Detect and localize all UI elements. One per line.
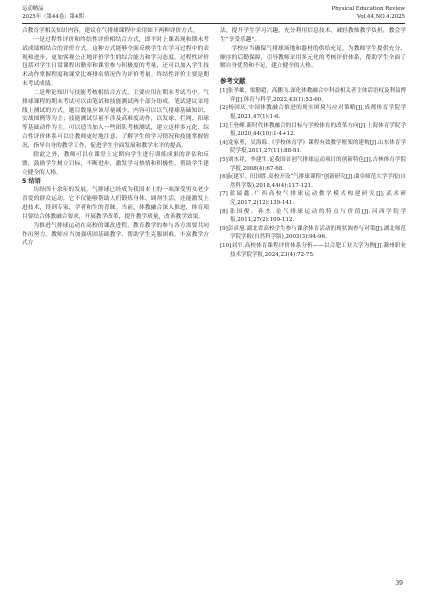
body-paragraph: 除此之外，教师可以在课堂上定期向学生进行训练成果的评估和反馈，鼓励学生树立目标，不断进步，激发学习热情和积极性，帮助学生建立健全的人格。: [22, 151, 209, 176]
reference-item: [8]张国俊，孙杰.论气排球运动的特点与价值[J].河西学院学报,2011,27(2):109-112.: [220, 208, 406, 224]
left-column: [22, 27, 209, 248]
reference-item: [1]张孝雄，梁勤超，高鹏飞.深化体教融合中科益相关者主体话语权及利益博弈[J].体育与科学,2022,43(1):53-60.: [220, 88, 406, 103]
body-paragraph: 学校应当确保气排球场地和器材的供给充足，为教师学生提供充分、顺序的后勤保障，引导教师采用多元化的考核评价体系，帮助学生全面了解自身优势和不足，建立健全的人格。: [220, 45, 406, 70]
header-right: [331, 6, 405, 21]
reference-item: [6]阮建军，田国胜.高校开设“气排球课程”创新研究[J].曲阜师范大学学报(自然科学版),2018,44(4):117-121.: [220, 174, 406, 189]
issue-info-cn: 2025年（第44卷）第4期: [22, 13, 84, 20]
reference-item: [5]刘水祥，李建生.论我国首创气排球运动项目的创新特色[J].吉林体育学院学报,2008(4):67-68.: [220, 156, 406, 172]
reference-list: [220, 87, 406, 259]
header-left: [22, 6, 84, 21]
body-paragraph: 合教育学相关知识内容，建议在气排球课程中采用如下两种评价方式。: [22, 28, 199, 34]
right-column: [220, 27, 406, 259]
body-paragraph: 法，提升学生学习兴趣，充分利用信息技术，减轻教师教学负担，教会学生“享受乐趣”。: [220, 28, 406, 43]
issue-info-en: Vol.44,NO.4.2025: [356, 13, 405, 20]
body-paragraph: 二是理论知识与技能考核相结合方式，主要应用在期末考试当中。气排球课程的期末考试可以由笔试和技能测试两个部分组成。笔试建议采用线上测试的方式，题目数量应该尽量减少，内容可以以气排球基础知识、实战图例等为主；技能测试尽量不涉及高难度动作，以发球、拦网、扣球等基础动作为主，可以适当加入一些团队考核测试，建立这样多元化、综合性评价体系可以让教师更好地注意，了解学生的学习情况和技能掌握情况，指导自身的教学工作，促进学生全面发展和教学水平的提高。: [22, 89, 209, 149]
section-heading: 5 结语: [22, 178, 41, 186]
reference-item: [10]刘平.高校体育课程评价体系分析——以合肥工业大学为例[J].滁州职业技术学院学报,2024,23(4):72-75.: [220, 242, 406, 258]
reference-item: [4]龙家勇，吴海海.《学校体育学》课程有效教学框架的建构[J].山东体育学院学报,2011,27(11):88-91.: [220, 139, 406, 155]
reference-item: [3]王登峰.新时代体教融合的目标与学校体育的改革方向[J].上海体育学院学报,2020,44(10):1-4+12.: [220, 122, 406, 138]
journal-title-en: Physical Education Review: [331, 6, 405, 12]
header-divider: [22, 23, 405, 24]
reference-item: [2]杨国庆.中国体教融合推进的现实困境与应对策略[J].成都体育学院学报,2021,47(1):1-6.: [220, 105, 406, 120]
body-paragraph: 一是过程性评价和终结性评价相结合方式，即平时上课表现和期末考试成绩相结合的评价方式。这种方式能够全面反映学生在学习过程中的表现和进步，更加客观公正地评价学生的综合能力和学习态度。过程性评价包括对学生日常课程出勤率和课堂参与积极度的考量，还可以加入学生技术动作掌握程度和课堂比赛排名情况作为评价考量。终结性评价主要是期末考试成绩。: [22, 36, 209, 88]
journal-title-cn: 运动精品: [22, 6, 44, 12]
reference-item: [9]彭彦旭.湖北省高校学生参与课余体育活动的现状调查与对策[J].湖北师范学院学报(自然科学版),2003(3):94-96.: [220, 225, 406, 241]
references-heading: 参考文献: [220, 77, 246, 86]
page-number: 39: [395, 580, 403, 587]
body-paragraph: 历经四十余年的发展，气排球已经成为我国本土的一项深受男女老少喜爱的群众运动。它不仅能够帮助人们锻炼身体、调剂生活，还能激发上进技术，得到专家、学者和生的青睐。当前，体教融合深入推进，体育项目要结合体教融合要求，开展教学改革，提升教学质量，改善教学效果。: [22, 187, 209, 220]
reference-item: [7]蓝瑞鑫.广西高校气排球运动教学模式构建研究[J].武术研究,2017,2(12):139-141.: [220, 191, 406, 206]
body-paragraph: 为推进气排球运动在高校的课改进程，教育教学的参与各方需要共同作出努力。教师应当加强巩固基础教学，帮助学生克服困难，丰富教学方式方: [22, 222, 209, 247]
